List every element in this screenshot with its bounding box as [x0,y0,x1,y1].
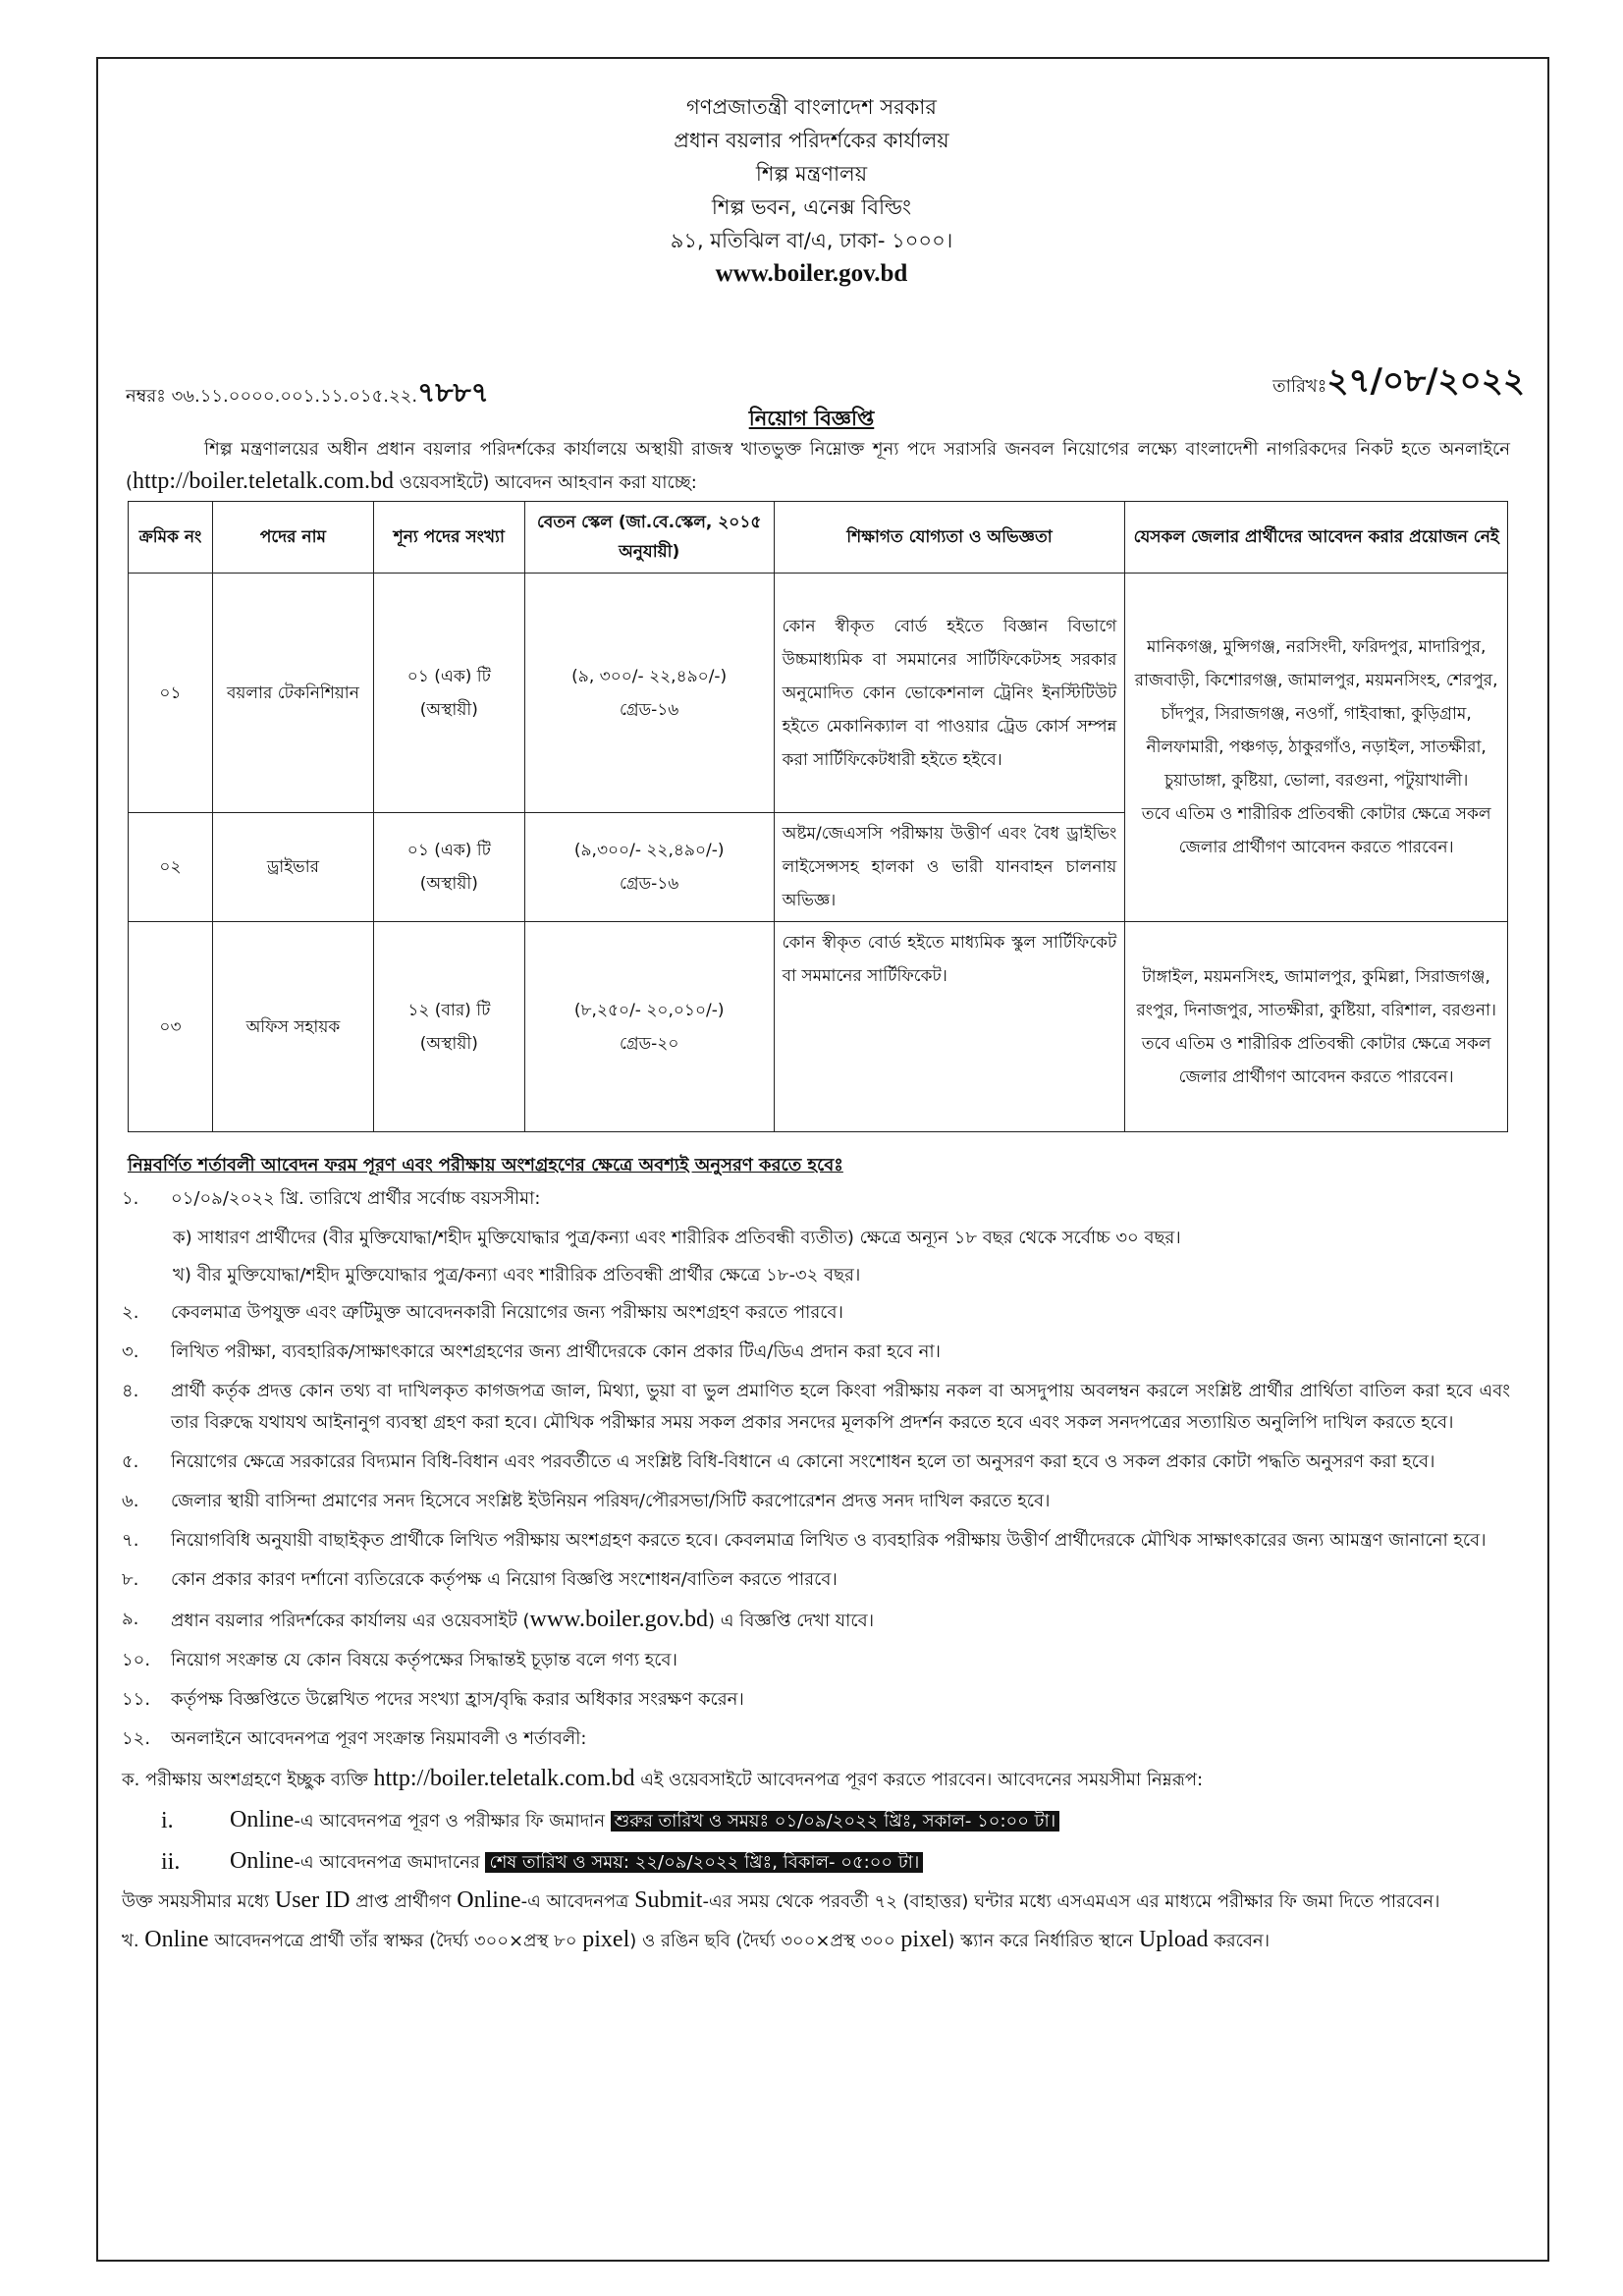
apply-instructions [122,1763,1510,1796]
notice-intro [126,434,1510,499]
item-text: কর্তৃপক্ষ বিজ্ঞপ্তিতে উল্লেখিত পদের সংখ্যা হ্রাস/বৃদ্ধি করার অধিকার সংরক্ষণ করেন। [171,1689,744,1710]
header-qualification: শিক্ষাগত যোগ্যতা ও অভিজ্ঞতা [774,502,1125,574]
notice-title: নিয়োগ বিজ্ঞপ্তি [748,407,875,430]
post-cell: বয়লার টেকনিশিয়ান [212,574,373,813]
vacancy-cell [373,813,524,922]
item-text: ০১/০৯/২০২২ খ্রি. তারিখে প্রার্থীর সর্বোচ্চ বয়সসীমা: [171,1188,541,1209]
memo-handwritten: ৭৮৮৭ [417,376,489,409]
districts-cell [1125,922,1508,1132]
districts-cell [1125,574,1508,922]
online-word: Online [144,1927,209,1952]
end-date-highlight: শেষ তারিখ ও সময়: ২২/০৯/২০২২ খ্রিঃ, বিকাল- ০৫:০০ টা। [485,1852,923,1873]
vacancy-count: ১২ (বার) টি [407,1000,491,1020]
table-row [129,574,1508,813]
roman-numeral: ii. [161,1849,181,1875]
list-item [122,1564,1510,1596]
age-limit-quota: খ) বীর মুক্তিযোদ্ধা/শহীদ মুক্তিযোদ্ধার পুত্র/কন্যা এবং শারীরিক প্রতিবন্ধী প্রার্থীর ক্ষেত্রে ১৮-৩২ বছর। [173,1265,861,1285]
start-date-line [122,1802,1510,1839]
vacancy-note: (অস্থায়ী) [419,874,478,894]
item-text: জেলার স্থায়ী বাসিন্দা প্রমাণের সনদ হিসেবে সংশ্লিষ্ট ইউনিয়ন পরিষদ/পৌরসভা/সিটি করপোরেশন প্রদত্ত সনদ দাখিল করতে হবে। [171,1491,1051,1511]
list-item [122,1337,1510,1368]
qualification-cell: কোন স্বীকৃত বোর্ড হইতে বিজ্ঞান বিভাগে উচ্চমাধ্যমিক বা সমমানের সার্টিফিকেটসহ সরকার অনুমোদিত কোন ভোকেশনাল ট্রেনিং ইনস্টিটিউট হইতে মেকানিক্যাল বা পাওয়ার ট্রেড কোর্স সম্পন্ন করা সার্টিফিকেটধারী হইতে হইবে। [774,574,1125,813]
serial-cell: ০২ [129,813,213,922]
website-text-end: ) এ বিজ্ঞপ্তি দেখা যাবে। [708,1611,875,1631]
website-text: প্রধান বয়লার পরিদর্শকের কার্যালয় এর ওয়েবসাইট ( [171,1611,530,1631]
upload-text: ) ও রঙিন ছবি (দৈর্ঘ্য ৩০০×প্রস্থ ৩০০ [629,1931,901,1951]
item-number: ৫. [122,1451,139,1472]
upload-text: করবেন। [1208,1931,1271,1951]
list-item [122,1684,1510,1716]
office-website: www.boiler.gov.bd [715,260,908,287]
start-date-highlight: শুরুর তারিখ ও সময়ঃ ০১/০৯/২০২২ খ্রিঃ, সকাল- ১০:০০ টা। [611,1811,1059,1831]
item-number: ৯. [122,1609,139,1629]
list-item [122,1376,1510,1439]
office-header [0,90,1623,291]
intro-text-end: ওয়েবসাইটে) আবেদন আহবান করা যাচ্ছে: [393,472,697,493]
vacancy-table [128,501,1508,1132]
apply-text: ক. পরীক্ষায় অংশগ্রহণে ইচ্ছুক ব্যক্তি [122,1770,374,1790]
serial-cell: ০৩ [129,922,213,1132]
item-text: অনলাইনে আবেদনপত্র পূরণ সংক্রান্ত নিয়মাবলী ও শর্তাবলী: [171,1728,587,1749]
upload-text: আবেদনপত্রে প্রার্থী তাঁর স্বাক্ষর (দৈর্ঘ্য ৩০০×প্রস্থ ৮০ [208,1931,583,1951]
header-post: পদের নাম [212,502,373,574]
conditions-title: নিম্নবর্ণিত শর্তাবলী আবেদন ফরম পূরণ এবং পরীক্ষায় অংশগ্রহণের ক্ষেত্রে অবশ্যই অনুসরণ করতে হবেঃ [128,1155,843,1175]
serial-cell: ০১ [129,574,213,813]
ministry-name: শিল্প মন্ত্রণালয় [755,162,868,186]
pay-scale: (৮,২৫০/- ২০,০১০/-) [573,1000,725,1020]
item-text [171,1604,1510,1637]
pixel-word: pixel [582,1927,630,1952]
pay-grade: গ্রেড-২০ [620,1033,679,1054]
item-number: ২. [122,1302,139,1323]
start-text: -এ আবেদনপত্র পূরণ ও পরীক্ষার ফি জমাদান [294,1811,611,1831]
qualification-cell: অষ্টম/জেএসসি পরীক্ষায় উত্তীর্ণ এবং বৈধ ড্রাইভিং লাইসেন্সসহ হালকা ও ভারী যানবাহন চালনায় অভিজ্ঞ। [774,813,1125,922]
fee-text: উক্ত সময়সীমার মধ্যে [122,1891,275,1912]
item-number: ৩. [122,1341,139,1362]
website-link[interactable]: www.boiler.gov.bd [529,1607,709,1632]
date-handwritten: ২৭/০৮/২০২২ [1326,361,1525,401]
pixel-word: pixel [900,1927,948,1952]
apply-url[interactable]: http://boiler.teletalk.com.bd [133,468,394,494]
item-number: ১০. [122,1650,151,1670]
item-text: নিয়োগের ক্ষেত্রে সরকারের বিদ্যমান বিধি-বিধান এবং পরবর্তীতে এ সংশ্লিষ্ট বিধি-বিধানে এ কোনো সংশোধন হলে তা অনুসরণ করা হবে ও সকল প্রকার কোটা পদ্ধতি অনুসরণ করা হবে। [171,1451,1435,1472]
item-text: নিয়োগ সংক্রান্ত যে কোন বিষয়ে কর্তৃপক্ষের সিদ্ধান্তই চূড়ান্ত বলে গণ্য হবে। [171,1650,677,1670]
end-date-line [122,1843,1510,1881]
upload-text: ) স্ক্যান করে নির্ধারিত স্থানে [947,1931,1139,1951]
header-districts: যেসকল জেলার প্রার্থীদের আবেদন করার প্রয়োজন নেই [1125,502,1508,574]
item-text: প্রার্থী কর্তৃক প্রদত্ত কোন তথ্য বা দাখিলকৃত কাগজপত্র জাল, মিথ্যা, ভুয়া বা ভুল প্রমাণিত হলে কিংবা পরীক্ষায় নকল বা অসদুপায় অবলম্বন করলে সংশ্লিষ্ট প্রার্থীর প্রার্থিতা বাতিল করা হবে এবং তার বিরুদ্ধে যথাযথ আইনানুগ ব্যবস্থা গ্রহণ করা হবে। মৌখিক পরীক্ষার সময় সকল প্রকার সনদের মূলকপি প্রদর্শন করতে হবে এবং সকল সনদপত্রের সত্যায়িত অনুলিপি দাখিল করতে হবে। [171,1381,1510,1433]
item-number: ৭. [122,1530,139,1551]
districts-note: তবে এতিম ও শারীরিক প্রতিবন্ধী কোটার ক্ষেত্রে সকল জেলার প্রার্থীগণ আবেদন করতে পারবেন। [1141,1033,1491,1087]
item-number: ৪. [122,1381,139,1401]
intro-text: শিল্প মন্ত্রণালয়ের অধীন প্রধান বয়লার পরিদর্শকের কার্যালয়ে অস্থায়ী রাজস্ব খাতভুক্ত নিম্নোক্ত শূন্য পদে সরাসরি জনবল নিয়োগের লক্ষ্যে বাংলাদেশী নাগরিকদের নিকট হতে অনলাইনে ( [126,439,1510,493]
item-number: ১২. [122,1728,151,1749]
fee-text: -এর সময় থেকে পরবর্তী ৭২ (বাহাত্তর) ঘন্টার মধ্যে এসএমএস এর মাধ্যমে পরীক্ষার ফি জমা দিতে পারবেন। [702,1891,1440,1912]
age-limit-general: ক) সাধারণ প্রার্থীদের (বীর মুক্তিযোদ্ধা/শহীদ মুক্তিযোদ্ধার পুত্র/কন্যা এবং শারীরিক প্রতিবন্ধী ব্যতীত) ক্ষেত্রে অন্যূন ১৮ বছর থেকে সর্বোচ্চ ৩০ বছর। [173,1228,1181,1248]
scale-cell [524,574,774,813]
list-item [122,1525,1510,1557]
office-address: ৯১, মতিঝিল বা/এ, ঢাকা- ১০০০। [670,229,953,252]
scale-cell [524,813,774,922]
pay-scale: (৯, ৩০০/- ২২,৪৯০/-) [571,666,728,686]
list-item [122,1183,1510,1215]
submit-word: Submit [634,1887,703,1913]
apply-text-end: এই ওয়েবসাইটে আবেদনপত্র পূরণ করতে পারবেন। আবেদনের সময়সীমা নিম্নরূপ: [634,1770,1204,1790]
qualification-cell: কোন স্বীকৃত বোর্ড হইতে মাধ্যমিক স্কুল সার্টিফিকেট বা সমমানের সার্টিফিকেট। [774,922,1125,1132]
user-id-word: User ID [274,1887,351,1913]
item-text: লিখিত পরীক্ষা, ব্যবহারিক/সাক্ষাৎকারে অংশগ্রহণের জন্য প্রার্থীদেরকে কোন প্রকার টিএ/ডিএ প্রদান করা হবে না। [171,1341,941,1362]
online-word: Online [230,1848,295,1874]
item-number: ৮. [122,1569,139,1590]
table-header-row [129,502,1508,574]
item-text: কেবলমাত্র উপযুক্ত এবং ত্রুটিমুক্ত আবেদনকারী নিয়োগের জন্য পরীক্ষায় অংশগ্রহণ করতে পারবে। [171,1302,843,1323]
list-item [122,1604,1510,1637]
vacancy-count: ০১ (এক) টি [406,666,491,686]
scale-cell [524,922,774,1132]
memo-prefix: নম্বরঃ ৩৬.১১.০০০০.০০১.১১.০১৫.২২. [126,386,418,407]
upload-word: Upload [1138,1927,1209,1952]
list-item [122,1297,1510,1329]
item-text: নিয়োগবিধি অনুযায়ী বাছাইকৃত প্রার্থীকে লিখিত পরীক্ষায় অংশগ্রহণ করতে হবে। কেবলমাত্র লিখিত ও ব্যবহারিক পরীক্ষায় উত্তীর্ণ প্রার্থীদেরকে মৌখিক সাক্ষাৎকারের জন্য আমন্ত্রণ জানানো হবে। [171,1530,1487,1551]
post-cell: ড্রাইভার [212,813,373,922]
excluded-districts: মানিকগঞ্জ, মুন্সিগঞ্জ, নরসিংদী, ফরিদপুর, মাদারিপুর, রাজবাড়ী, কিশোরগঞ্জ, জামালপুর, ময়মনসিংহ, শেরপুর, চাঁদপুর, সিরাজগঞ্জ, নওগাঁ, গাইবান্ধা, কুড়িগ্রাম, নীলফামারী, পঞ্চগড়, ঠাকুরগাঁও, নড়াইল, সাতক্ষীরা, চুয়াডাঙ্গা, কুষ্টিয়া, ভোলা, বরগুনা, পটুয়াখালী। [1134,637,1498,791]
office-name: প্রধান বয়লার পরিদর্শকের কার্যালয় [674,129,949,152]
item-number: ১. [122,1188,139,1209]
districts-note: তবে এতিম ও শারীরিক প্রতিবন্ধী কোটার ক্ষেত্রে সকল জেলার প্রার্থীগণ আবেদন করতে পারবেন। [1141,804,1491,857]
excluded-districts: টাঙ্গাইল, ময়মনসিংহ, জামালপুর, কুমিল্লা, সিরাজগঞ্জ, রংপুর, দিনাজপুর, সাতক্ষীরা, কুষ্টিয়া, বরিশাল, বরগুনা। [1136,966,1496,1020]
list-item [122,1447,1510,1478]
vacancy-cell [373,922,524,1132]
photo-signature-note [122,1924,1510,1957]
vacancy-count: ০১ (এক) টি [406,841,491,860]
fee-text: -এ আবেদনপত্র [520,1891,635,1912]
pay-grade: গ্রেড-১৬ [620,874,679,894]
roman-numeral: i. [161,1808,174,1833]
pay-scale: (৯,৩০০/- ২২,৪৯০/-) [573,841,725,860]
government-name: গণপ্রজাতন্ত্রী বাংলাদেশ সরকার [686,95,937,119]
upload-text: খ. [122,1931,145,1951]
conditions-list [122,1183,1510,1963]
item-text: কোন প্রকার কারণ দর্শানো ব্যতিরেকে কর্তৃপক্ষ এ নিয়োগ বিজ্ঞপ্তি সংশোধন/বাতিল করতে পারবে। [171,1569,838,1590]
vacancy-note: (অস্থায়ী) [419,1033,478,1054]
vacancy-note: (অস্থায়ী) [419,699,478,720]
fee-payment-note [122,1885,1510,1918]
vacancy-cell [373,574,524,813]
building-name: শিল্প ভবন, এনেক্স বিল্ডিং [711,195,912,219]
online-word: Online [230,1807,295,1832]
item-number: ১১. [122,1689,151,1710]
fee-text: প্রাপ্ত প্রার্থীগণ [350,1891,458,1912]
date-label: তারিখঃ [1272,376,1327,397]
table-row [129,922,1508,1132]
pay-grade: গ্রেড-১৬ [620,699,679,720]
list-item [122,1723,1510,1755]
list-item [122,1486,1510,1517]
teletalk-link[interactable]: http://boiler.teletalk.com.bd [373,1766,635,1791]
end-text: -এ আবেদনপত্র জমাদানের [294,1852,486,1873]
header-scale: বেতন স্কেল (জা.বে.স্কেল, ২০১৫ অনুযায়ী) [524,502,774,574]
header-serial: ক্রমিক নং [129,502,213,574]
post-cell: অফিস সহায়ক [212,922,373,1132]
list-item [122,1645,1510,1676]
header-vacancy: শূন্য পদের সংখ্যা [373,502,524,574]
online-word: Online [457,1887,521,1913]
item-number: ৬. [122,1491,139,1511]
